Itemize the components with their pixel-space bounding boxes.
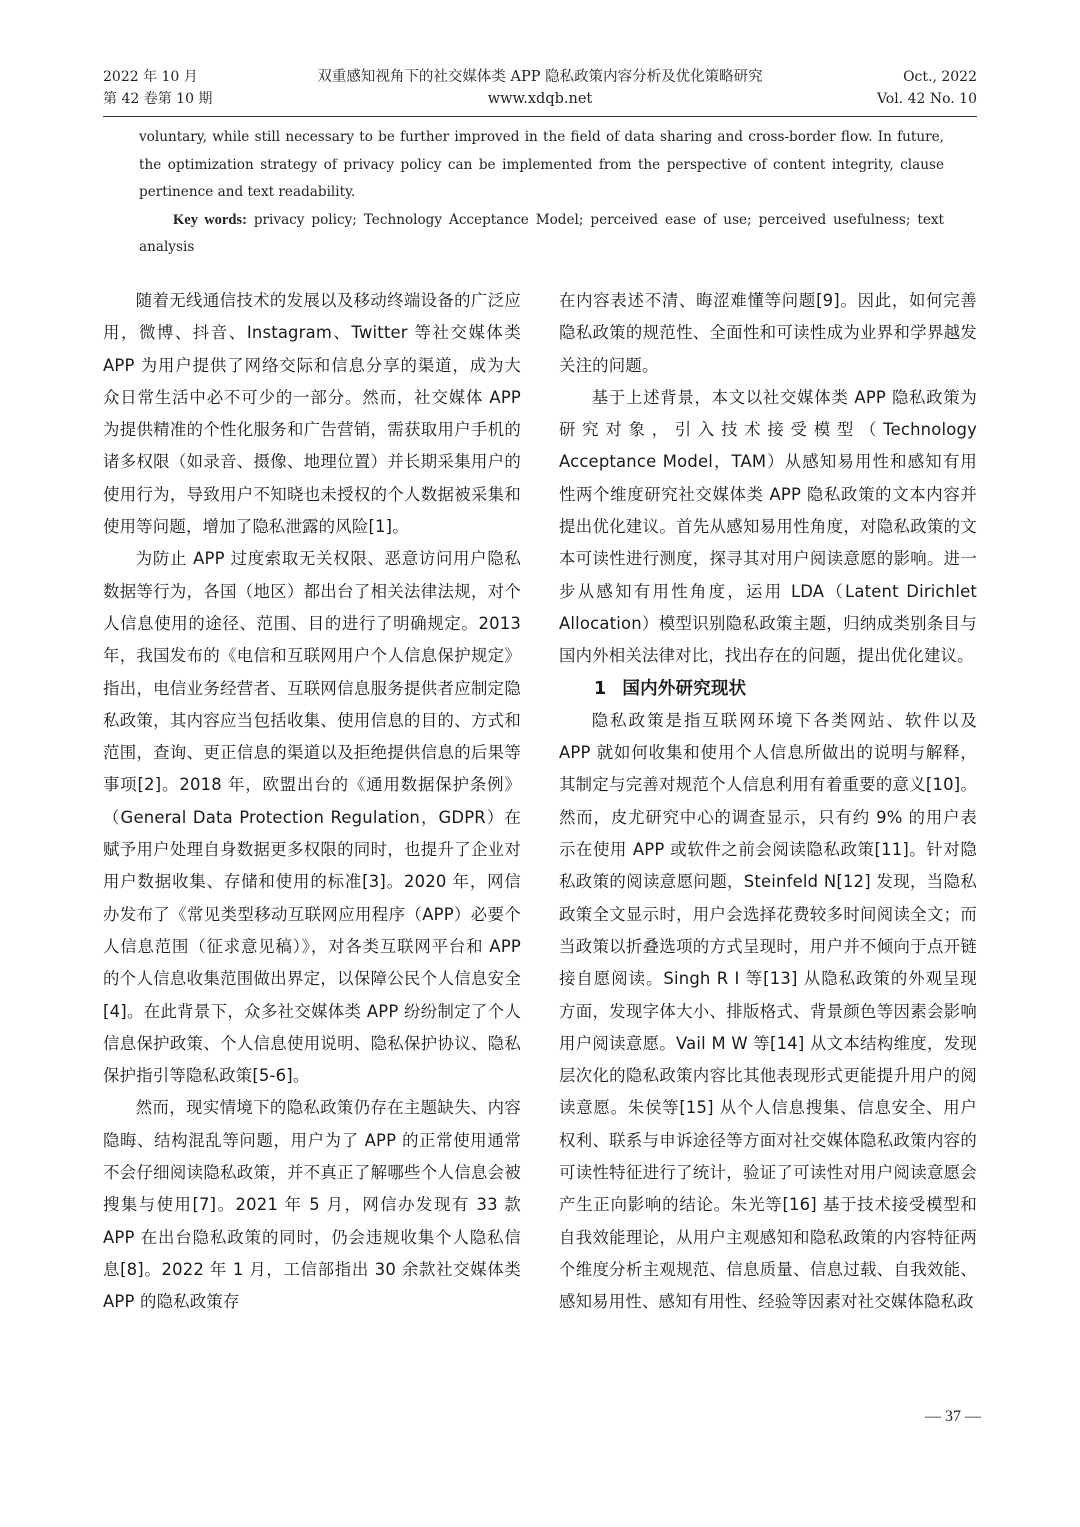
keywords-label: Key words:	[173, 211, 247, 228]
abstract-text: voluntary, while still necessary to be further improved in the field of data sharing and cross-border flow. In future, the optimization strategy of privacy policy can be implemented from the perspective of content integrity, clause pertinence and text readability.	[139, 129, 944, 200]
header-rule	[103, 116, 977, 117]
section-number: 1	[594, 678, 607, 699]
page-number: — 37 —	[925, 1408, 981, 1425]
abstract-block	[139, 124, 944, 262]
paragraph-continued: 在内容表述不清、晦涩难懂等问题[9]。因此，如何完善隐私政策的规范性、全面性和可读性成为业界和学界越发关注的问题。	[559, 291, 977, 375]
header-website: www.xdqb.net	[487, 91, 593, 107]
header-journal	[103, 66, 977, 110]
paragraph: 为防止 APP 过度索取无关权限、恶意访问用户隐私数据等行为，各国（地区）都出台了相关法律法规，对个人信息使用的途径、范围、目的进行了明确规定。2013 年，我国发布的《电信和互联网用户个人信息保护规定》指出，电信业务经营者、互联网信息服务提供者应制定隐私政策，其内容应当包括收集、使用信息的目的、方式和范围，查询、更正信息的渠道以及拒绝提供信息的后果等事项[2]。2018 年，欧盟出台的《通用数据保护条例》（General Data Protection Regulation，GDPR）在赋予用户处理自身数据更多权限的同时，也提升了企业对用户数据收集、存储和使用的标准[3]。2020 年，网信办发布了《常见类型移动互联网应用程序（APP）必要个人信息范围（征求意见稿）》，对各类互联网平台和 APP 的个人信息收集范围做出界定，以保障公民个人信息安全[4]。在此背景下，众多社交媒体类 APP 纷纷制定了个人信息保护政策、个人信息使用说明、隐私保护协议、隐私保护指引等隐私政策[5-6]。	[103, 549, 521, 1086]
running-header	[103, 66, 977, 114]
keywords-text: privacy policy; Technology Acceptance Model; perceived ease of use; perceived usefulness; text analysis	[139, 211, 944, 255]
paragraph: 基于上述背景，本文以社交媒体类 APP 隐私政策为研究对象，引入技术接受模型（Technology Acceptance Model，TAM）从感知易用性和感知有用性两个维度研究社交媒体类 APP 隐私政策的文本内容并提出优化建议。首先从感知易用性角度，对隐私政策的文本可读性进行测度，探寻其对用户阅读意愿的影响。进一步从感知有用性角度，运用 LDA（Latent Dirichlet Allocation）模型识别隐私政策主题，归纳成类别条目与国内外相关法律对比，找出存在的问题，提出优化建议。	[559, 387, 977, 666]
section-title: 国内外研究现状	[622, 678, 747, 699]
header-date-en: Oct., 2022	[903, 69, 977, 85]
header-article-title: 双重感知视角下的社交媒体类 APP 隐私政策内容分析及优化策略研究	[317, 69, 763, 85]
right-column	[559, 285, 977, 1319]
paragraph: 隐私政策是指互联网环境下各类网站、软件以及 APP 就如何收集和使用个人信息所做出的说明与解释，其制定与完善对规范个人信息利用有着重要的意义[10]。然而，皮尤研究中心的调查显示，只有约 9% 的用户表示在使用 APP 或软件之前会阅读隐私政策[11]。针对隐私政策的阅读意愿问题，Steinfeld N[12] 发现，当隐私政策全文显示时，用户会选择花费较多时间阅读全文；而当政策以折叠选项的方式呈现时，用户并不倾向于点开链接自愿阅读。Singh R I 等[13] 从隐私政策的外观呈现方面，发现字体大小、排版格式、背景颜色等因素会影响用户阅读意愿。Vail M W 等[14] 从文本结构维度，发现层次化的隐私政策内容比其他表现形式更能提升用户的阅读意愿。朱侯等[15] 从个人信息搜集、信息安全、用户权利、联系与申诉途径等方面对社交媒体隐私政策内容的可读性特征进行了统计，验证了可读性对用户阅读意愿会产生正向影响的结论。朱光等[16] 基于技术接受模型和自我效能理论，从用户主观感知和隐私政策的内容特征两个维度分析主观规范、信息质量、信息过载、自我效能、感知易用性、感知有用性、经验等因素对社交媒体隐私政	[559, 710, 977, 1312]
header-volume-cn: 第 42 卷第 10 期	[103, 91, 213, 107]
paragraph: 随着无线通信技术的发展以及移动终端设备的广泛应用，微博、抖音、Instagram、Twitter 等社交媒体类 APP 为用户提供了网络交际和信息分享的渠道，成为大众日常生活中必不可少的一部分。然而，社交媒体 APP 为提供精准的个性化服务和广告营销，需获取用户手机的诸多权限（如录音、摄像、地理位置）并长期采集用户的使用行为，导致用户不知晓也未授权的个人数据被采集和使用等问题，增加了隐私泄露的风险[1]。	[103, 291, 521, 537]
paragraph: 然而，现实情境下的隐私政策仍存在主题缺失、内容隐晦、结构混乱等问题，用户为了 APP 的正常使用通常不会仔细阅读隐私政策，并不真正了解哪些个人信息会被搜集与使用[7]。2021 年 5 月，网信办发现有 33 款 APP 在出台隐私政策的同时，仍会违规收集个人隐私信息[8]。2022 年 1 月，工信部指出 30 余款社交媒体类 APP 的隐私政策存	[103, 1098, 521, 1312]
section-heading	[559, 673, 977, 705]
keywords-line	[139, 207, 944, 262]
header-date: 2022 年 10 月	[103, 69, 198, 85]
header-issue-en	[877, 66, 977, 110]
header-volume-en: Vol. 42 No. 10	[876, 91, 977, 107]
left-column	[103, 285, 521, 1319]
